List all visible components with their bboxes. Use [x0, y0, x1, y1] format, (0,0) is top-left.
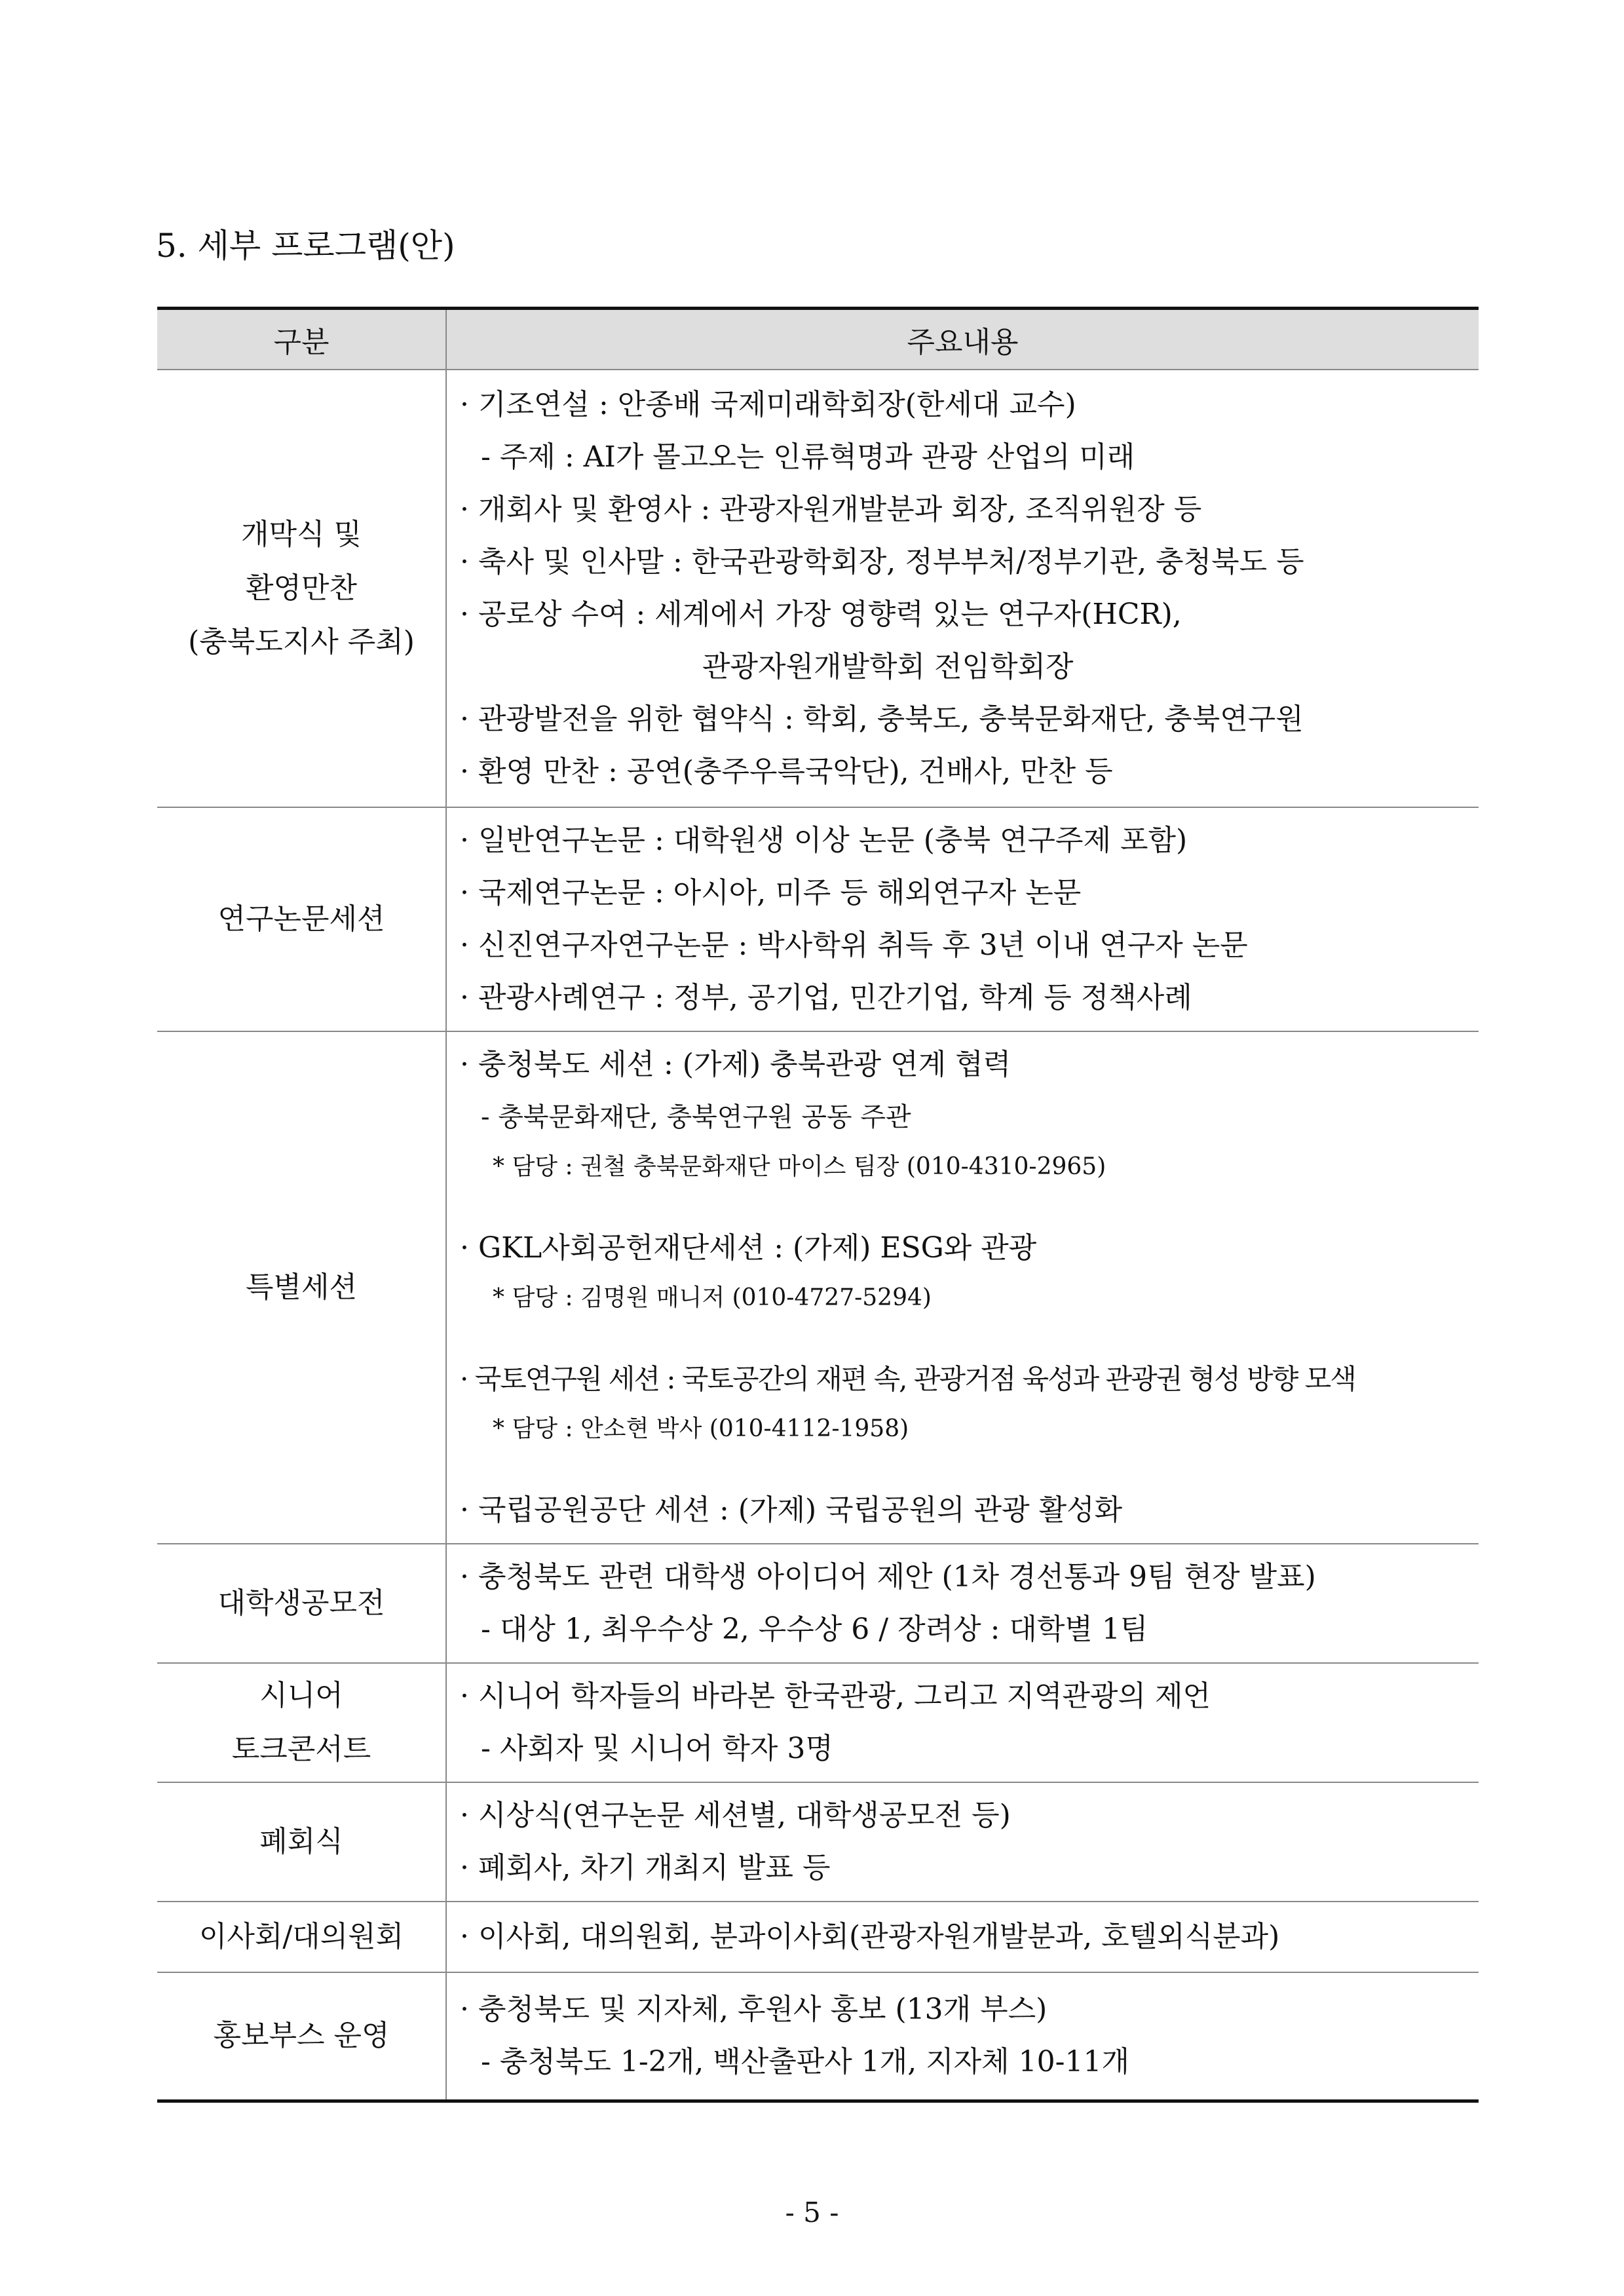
category-line: 특별세션	[245, 1271, 357, 1304]
table-row-special	[157, 1031, 1479, 1544]
table-row-closing	[157, 1782, 1479, 1902]
category-cell	[157, 370, 446, 807]
content-cell	[446, 370, 1479, 807]
list-item: · 환영 만찬 : 공연(충주우륵국악단), 건배사, 만찬 등	[460, 755, 1113, 788]
category-cell	[157, 1782, 446, 1902]
content-cell	[446, 1663, 1479, 1782]
list-item: · 충청북도 세션 : (가제) 충북관광 연계 협력	[460, 1048, 1011, 1081]
list-item: - 충북문화재단, 충북연구원 공동 주관	[481, 1102, 911, 1132]
list-item: · 시상식(연구논문 세션별, 대학생공모전 등)	[460, 1799, 1011, 1832]
content-cell	[446, 1544, 1479, 1663]
header-category: 구분	[157, 309, 446, 370]
table-row-senior	[157, 1663, 1479, 1782]
table-row-opening	[157, 370, 1479, 807]
header-content: 주요내용	[446, 309, 1479, 370]
list-item: - 사회자 및 시니어 학자 3명	[481, 1732, 833, 1765]
category-line: 대학생공모전	[217, 1586, 385, 1620]
category-line: 환영만찬	[245, 571, 357, 605]
list-item: · 충청북도 관련 대학생 아이디어 제안 (1차 경선통과 9팀 현장 발표)	[460, 1560, 1316, 1594]
list-item: · 폐회사, 차기 개최지 발표 등	[460, 1851, 831, 1885]
list-item: · 국립공원공단 세션 : (가제) 국립공원의 관광 활성화	[460, 1493, 1123, 1527]
list-item: · 신진연구자연구논문 : 박사학위 취득 후 3년 이내 연구자 논문	[460, 928, 1248, 962]
category-cell	[157, 1663, 446, 1782]
list-item: * 담당 : 권철 충북문화재단 마이스 팀장 (010-4310-2965)	[493, 1153, 1106, 1180]
list-item: · 개회사 및 환영사 : 관광자원개발분과 회장, 조직위원장 등	[460, 493, 1202, 526]
page-title: 5. 세부 프로그램(안)	[156, 227, 455, 265]
content-cell	[446, 1972, 1479, 2101]
category-cell	[157, 1031, 446, 1544]
list-item: · 축사 및 인사말 : 한국관광학회장, 정부부처/정부기관, 충청북도 등	[460, 545, 1304, 579]
list-item: - 충청북도 1-2개, 백산출판사 1개, 지자체 10-11개	[481, 2045, 1130, 2079]
content-cell	[446, 1782, 1479, 1902]
list-item: - 주제 : AI가 몰고오는 인류혁명과 관광 산업의 미래	[481, 440, 1135, 474]
category-line: 이사회/대의원회	[198, 1920, 404, 1953]
category-line: 홍보부스 운영	[213, 2019, 390, 2053]
list-item: * 담당 : 김명원 매니저 (010-4727-5294)	[493, 1284, 932, 1311]
list-item: * 담당 : 안소현 박사 (010-4112-1958)	[493, 1415, 909, 1442]
category-line: 연구논문세션	[217, 902, 385, 936]
category-cell	[157, 1972, 446, 2101]
category-cell	[157, 1902, 446, 1972]
category-cell	[157, 807, 446, 1031]
table-header-row	[157, 309, 1479, 370]
category-line: 개막식 및	[240, 518, 362, 551]
list-item: · 국제연구논문 : 아시아, 미주 등 해외연구자 논문	[460, 876, 1082, 909]
content-cell	[446, 1902, 1479, 1972]
list-item: - 대상 1, 최우수상 2, 우수상 6 / 장려상 : 대학별 1팀	[481, 1613, 1148, 1646]
list-item: · GKL사회공헌재단세션 : (가제) ESG와 관광	[460, 1231, 1037, 1265]
list-item: · 이사회, 대의원회, 분과이사회(관광자원개발분과, 호텔외식분과)	[460, 1920, 1280, 1953]
category-line: 시니어	[259, 1679, 343, 1712]
category-cell	[157, 1544, 446, 1663]
category-line: 토크콘서트	[231, 1732, 371, 1766]
list-item: · 시니어 학자들의 바라본 한국관광, 그리고 지역관광의 제언	[460, 1679, 1211, 1713]
table-row-papers	[157, 807, 1479, 1031]
list-item: 관광자원개발학회 전임학회장	[702, 650, 1074, 683]
table-row-contest	[157, 1544, 1479, 1663]
list-item: · 공로상 수여 : 세계에서 가장 영향력 있는 연구자(HCR),	[460, 598, 1182, 631]
list-item: · 기조연설 : 안종배 국제미래학회장(한세대 교수)	[460, 388, 1076, 421]
content-cell	[446, 807, 1479, 1031]
program-table	[157, 307, 1479, 2103]
list-item: · 관광사례연구 : 정부, 공기업, 민간기업, 학계 등 정책사례	[460, 981, 1192, 1014]
category-line: 폐회식	[259, 1825, 343, 1858]
list-item: · 일반연구논문 : 대학원생 이상 논문 (충북 연구주제 포함)	[460, 824, 1188, 857]
page-number: - 5 -	[785, 2196, 839, 2229]
content-cell	[446, 1031, 1479, 1544]
table-row-booth	[157, 1972, 1479, 2101]
list-item: · 관광발전을 위한 협약식 : 학회, 충북도, 충북문화재단, 충북연구원	[460, 702, 1304, 736]
list-item: · 충청북도 및 지자체, 후원사 홍보 (13개 부스)	[460, 1993, 1048, 2027]
category-line: (충북도지사 주최)	[188, 625, 415, 659]
list-item: · 국토연구원 세션 : 국토공간의 재편 속, 관광거점 육성과 관광권 형성 방향 모색	[460, 1363, 1355, 1395]
table-row-board	[157, 1902, 1479, 1972]
